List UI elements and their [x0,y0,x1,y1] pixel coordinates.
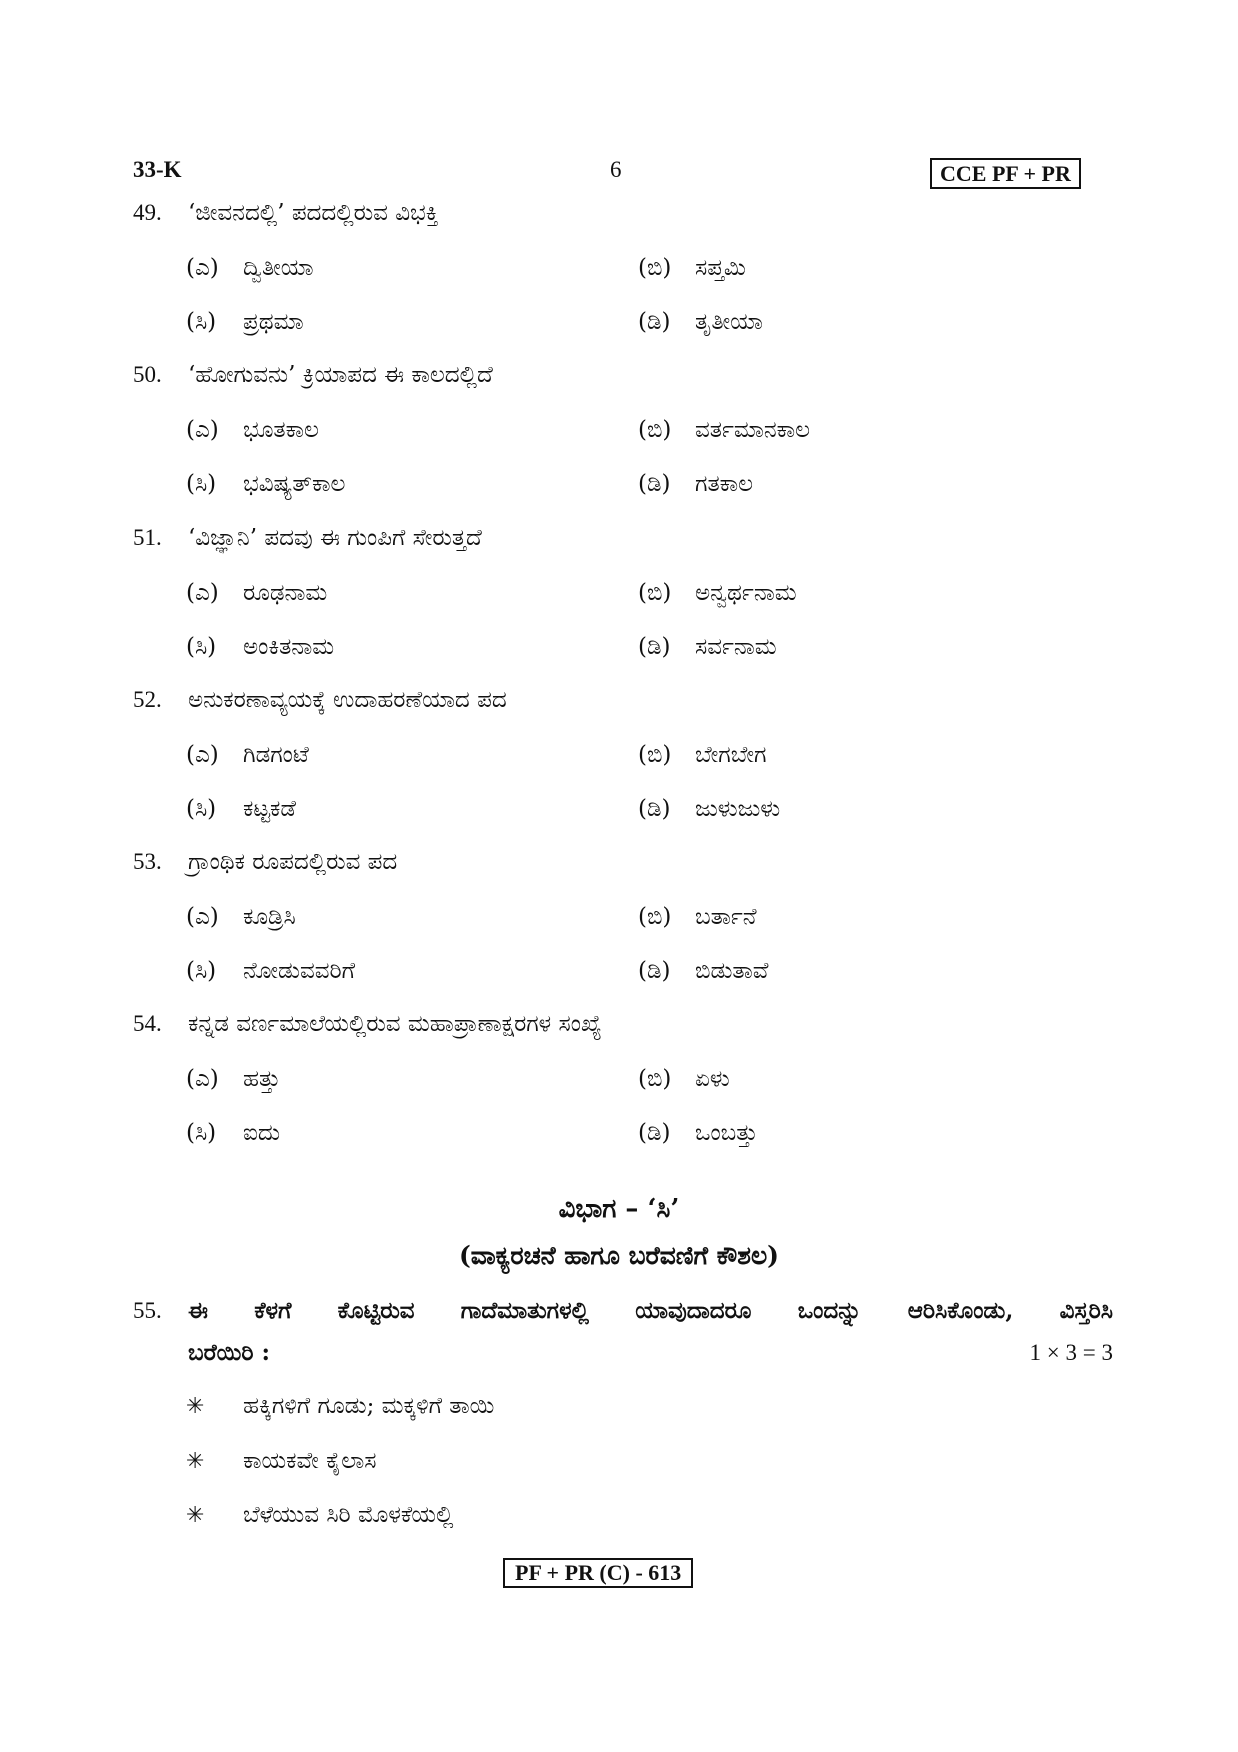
section-subtitle: (ವಾಕ್ಯರಚನೆ ಹಾಗೂ ಬರೆವಣಿಗೆ ಕೌಶಲ) [458,1241,780,1270]
asterisk-bullet-icon: ✳ [186,1503,205,1528]
header-paper-code: 33-K [133,157,182,182]
question-number: 49. [133,200,162,225]
option-text: ಬಿಡುತಾವೆ [695,958,769,984]
option-label: (ಬಿ) [638,904,672,930]
option-b [638,902,757,932]
option-a [186,415,319,445]
option-label: (ಸಿ) [186,471,217,497]
option-text: ಗತಕಾಲ [695,471,754,497]
option-text: ಬೇಗಬೇಗ [695,742,767,768]
header-exam-code-box: CCE PF + PR [930,158,1081,189]
proverb-text: ಬೆಳೆಯುವ ಸಿರಿ ಮೊಳಕೆಯಲ್ಲಿ [243,1502,454,1528]
option-text: ನೋಡುವವರಿಗೆ [243,958,356,984]
option-text: ಅನ್ವರ್ಥನಾಮ [695,580,797,606]
question-text: ಅನುಕರಣಾವ್ಯಯಕ್ಕೆ ಉದಾಹರಣೆಯಾದ ಪದ [188,687,507,713]
option-text: ಒಂಬತ್ತು [695,1120,758,1146]
asterisk-bullet-icon: ✳ [186,1449,205,1474]
proverb-text: ಹಕ್ಕಿಗಳಿಗೆ ಗೂಡು; ಮಕ್ಕಳಿಗೆ ತಾಯಿ [243,1393,495,1419]
option-label: (ಡಿ) [638,958,671,984]
option-label: (ಬಿ) [638,580,672,606]
option-text: ಭೂತಕಾಲ [243,417,319,443]
option-a [186,1064,280,1094]
question-text-line2: ಬರೆಯಿರಿ : [188,1339,271,1366]
option-text: ಭವಿಷ್ಯತ್‌ಕಾಲ [243,471,346,497]
proverb-item [186,1500,453,1531]
option-text: ದ್ವಿತೀಯಾ [243,255,314,281]
option-label: (ಎ) [186,580,219,606]
question-number: 55. [133,1298,162,1323]
question-50 [133,360,493,390]
option-label: (ಡಿ) [638,796,671,822]
question-51 [133,523,482,553]
option-label: (ಎ) [186,904,219,930]
question-52 [133,685,507,715]
question-54 [133,1009,602,1039]
option-text: ರೂಢನಾಮ [243,580,328,606]
question-text: ‘ಹೋಗುವನು’ ಕ್ರಿಯಾಪದ ಈ ಕಾಲದಲ್ಲಿದೆ [188,362,493,388]
option-a [186,253,314,283]
option-b [638,253,746,283]
option-label: (ಎ) [186,255,219,281]
option-d [638,307,763,337]
option-label: (ಎ) [186,1066,219,1092]
option-c [186,469,345,499]
option-text: ಪ್ರಥಮಾ [243,309,304,335]
proverb-text: ಕಾಯಕವೇ ಕೈಲಾಸ [243,1448,377,1474]
option-a [186,740,309,770]
option-d [638,794,780,824]
option-text: ವರ್ತಮಾನಕಾಲ [695,417,811,443]
footer-paper-code-box: PF + PR (C) - 613 [503,1558,693,1588]
option-c [186,794,296,824]
option-label: (ಬಿ) [638,1066,672,1092]
option-text: ಸರ್ವನಾಮ [695,634,777,660]
option-c [186,1118,280,1148]
option-label: (ಬಿ) [638,742,672,768]
option-d [638,956,768,986]
option-c [186,632,334,662]
option-label: (ಸಿ) [186,634,217,660]
option-a [186,902,296,932]
option-label: (ಡಿ) [638,309,671,335]
option-label: (ಡಿ) [638,471,671,497]
option-text: ಏಳು [695,1066,730,1092]
option-text: ಜುಳುಜುಳು [695,796,781,822]
option-a [186,578,327,608]
option-label: (ಸಿ) [186,309,217,335]
question-number: 51. [133,525,162,550]
question-number: 54. [133,1011,162,1036]
option-label: (ಸಿ) [186,796,217,822]
option-c [186,956,355,986]
option-d [638,632,777,662]
option-label: (ಡಿ) [638,1120,671,1146]
option-label: (ಎ) [186,417,219,443]
option-label: (ಸಿ) [186,1120,217,1146]
option-d [638,1118,758,1148]
question-number: 53. [133,849,162,874]
option-label: (ಬಿ) [638,417,672,443]
question-53 [133,847,397,877]
section-title: ವಿಭಾಗ – ‘ಸಿ’ [558,1194,680,1224]
question-number: 50. [133,362,162,387]
option-label: (ಬಿ) [638,255,672,281]
proverb-item [186,1391,494,1422]
option-text: ತೃತೀಯಾ [695,309,763,335]
option-text: ಅಂಕಿತನಾಮ [243,634,335,660]
option-text: ಸಪ್ತಮಿ [695,255,746,281]
option-text: ಗಿಡಗಂಟೆ [243,742,309,768]
asterisk-bullet-icon: ✳ [186,1394,205,1419]
marks-allocation: 1 × 3 = 3 [1029,1340,1113,1365]
question-text-line1: ಈ ಕೆಳಗೆ ಕೊಟ್ಟಿರುವ ಗಾದೆಮಾತುಗಳಲ್ಲಿ ಯಾವುದಾದರೂ ಒಂದನ್ನು ಆರಿಸಿಕೊಂಡು, ವಿಸ್ತರಿಸಿ [188,1297,1113,1324]
option-b [638,1064,730,1094]
page-number: 6 [610,157,622,182]
proverb-item [186,1446,376,1477]
option-c [186,307,304,337]
option-b [638,415,810,445]
option-b [638,740,766,770]
question-text: ‘ವಿಜ್ಞಾನಿ’ ಪದವು ಈ ಗುಂಪಿಗೆ ಸೇರುತ್ತದೆ [188,525,482,551]
question-text: ಗ್ರಾಂಥಿಕ ರೂಪದಲ್ಲಿರುವ ಪದ [188,849,398,875]
option-label: (ಸಿ) [186,958,217,984]
question-text: ಕನ್ನಡ ವರ್ಣಮಾಲೆಯಲ್ಲಿರುವ ಮಹಾಪ್ರಾಣಾಕ್ಷರಗಳ ಸಂಖ್ಯೆ [188,1011,602,1037]
option-label: (ಎ) [186,742,219,768]
option-label: (ಡಿ) [638,634,671,660]
option-text: ಬರ್ತಾನೆ [695,904,757,930]
option-text: ಐದು [243,1120,281,1146]
question-number: 52. [133,687,162,712]
option-text: ಕೂಡ್ರಿಸಿ [243,904,296,930]
question-49 [133,198,438,228]
option-d [638,469,753,499]
option-text: ಕಟ್ಟಕಡೆ [243,796,296,822]
question-text: ‘ಜೀವನದಲ್ಲಿ’ ಪದದಲ್ಲಿರುವ ವಿಭಕ್ತಿ [188,200,439,226]
option-text: ಹತ್ತು [243,1066,281,1092]
option-b [638,578,797,608]
